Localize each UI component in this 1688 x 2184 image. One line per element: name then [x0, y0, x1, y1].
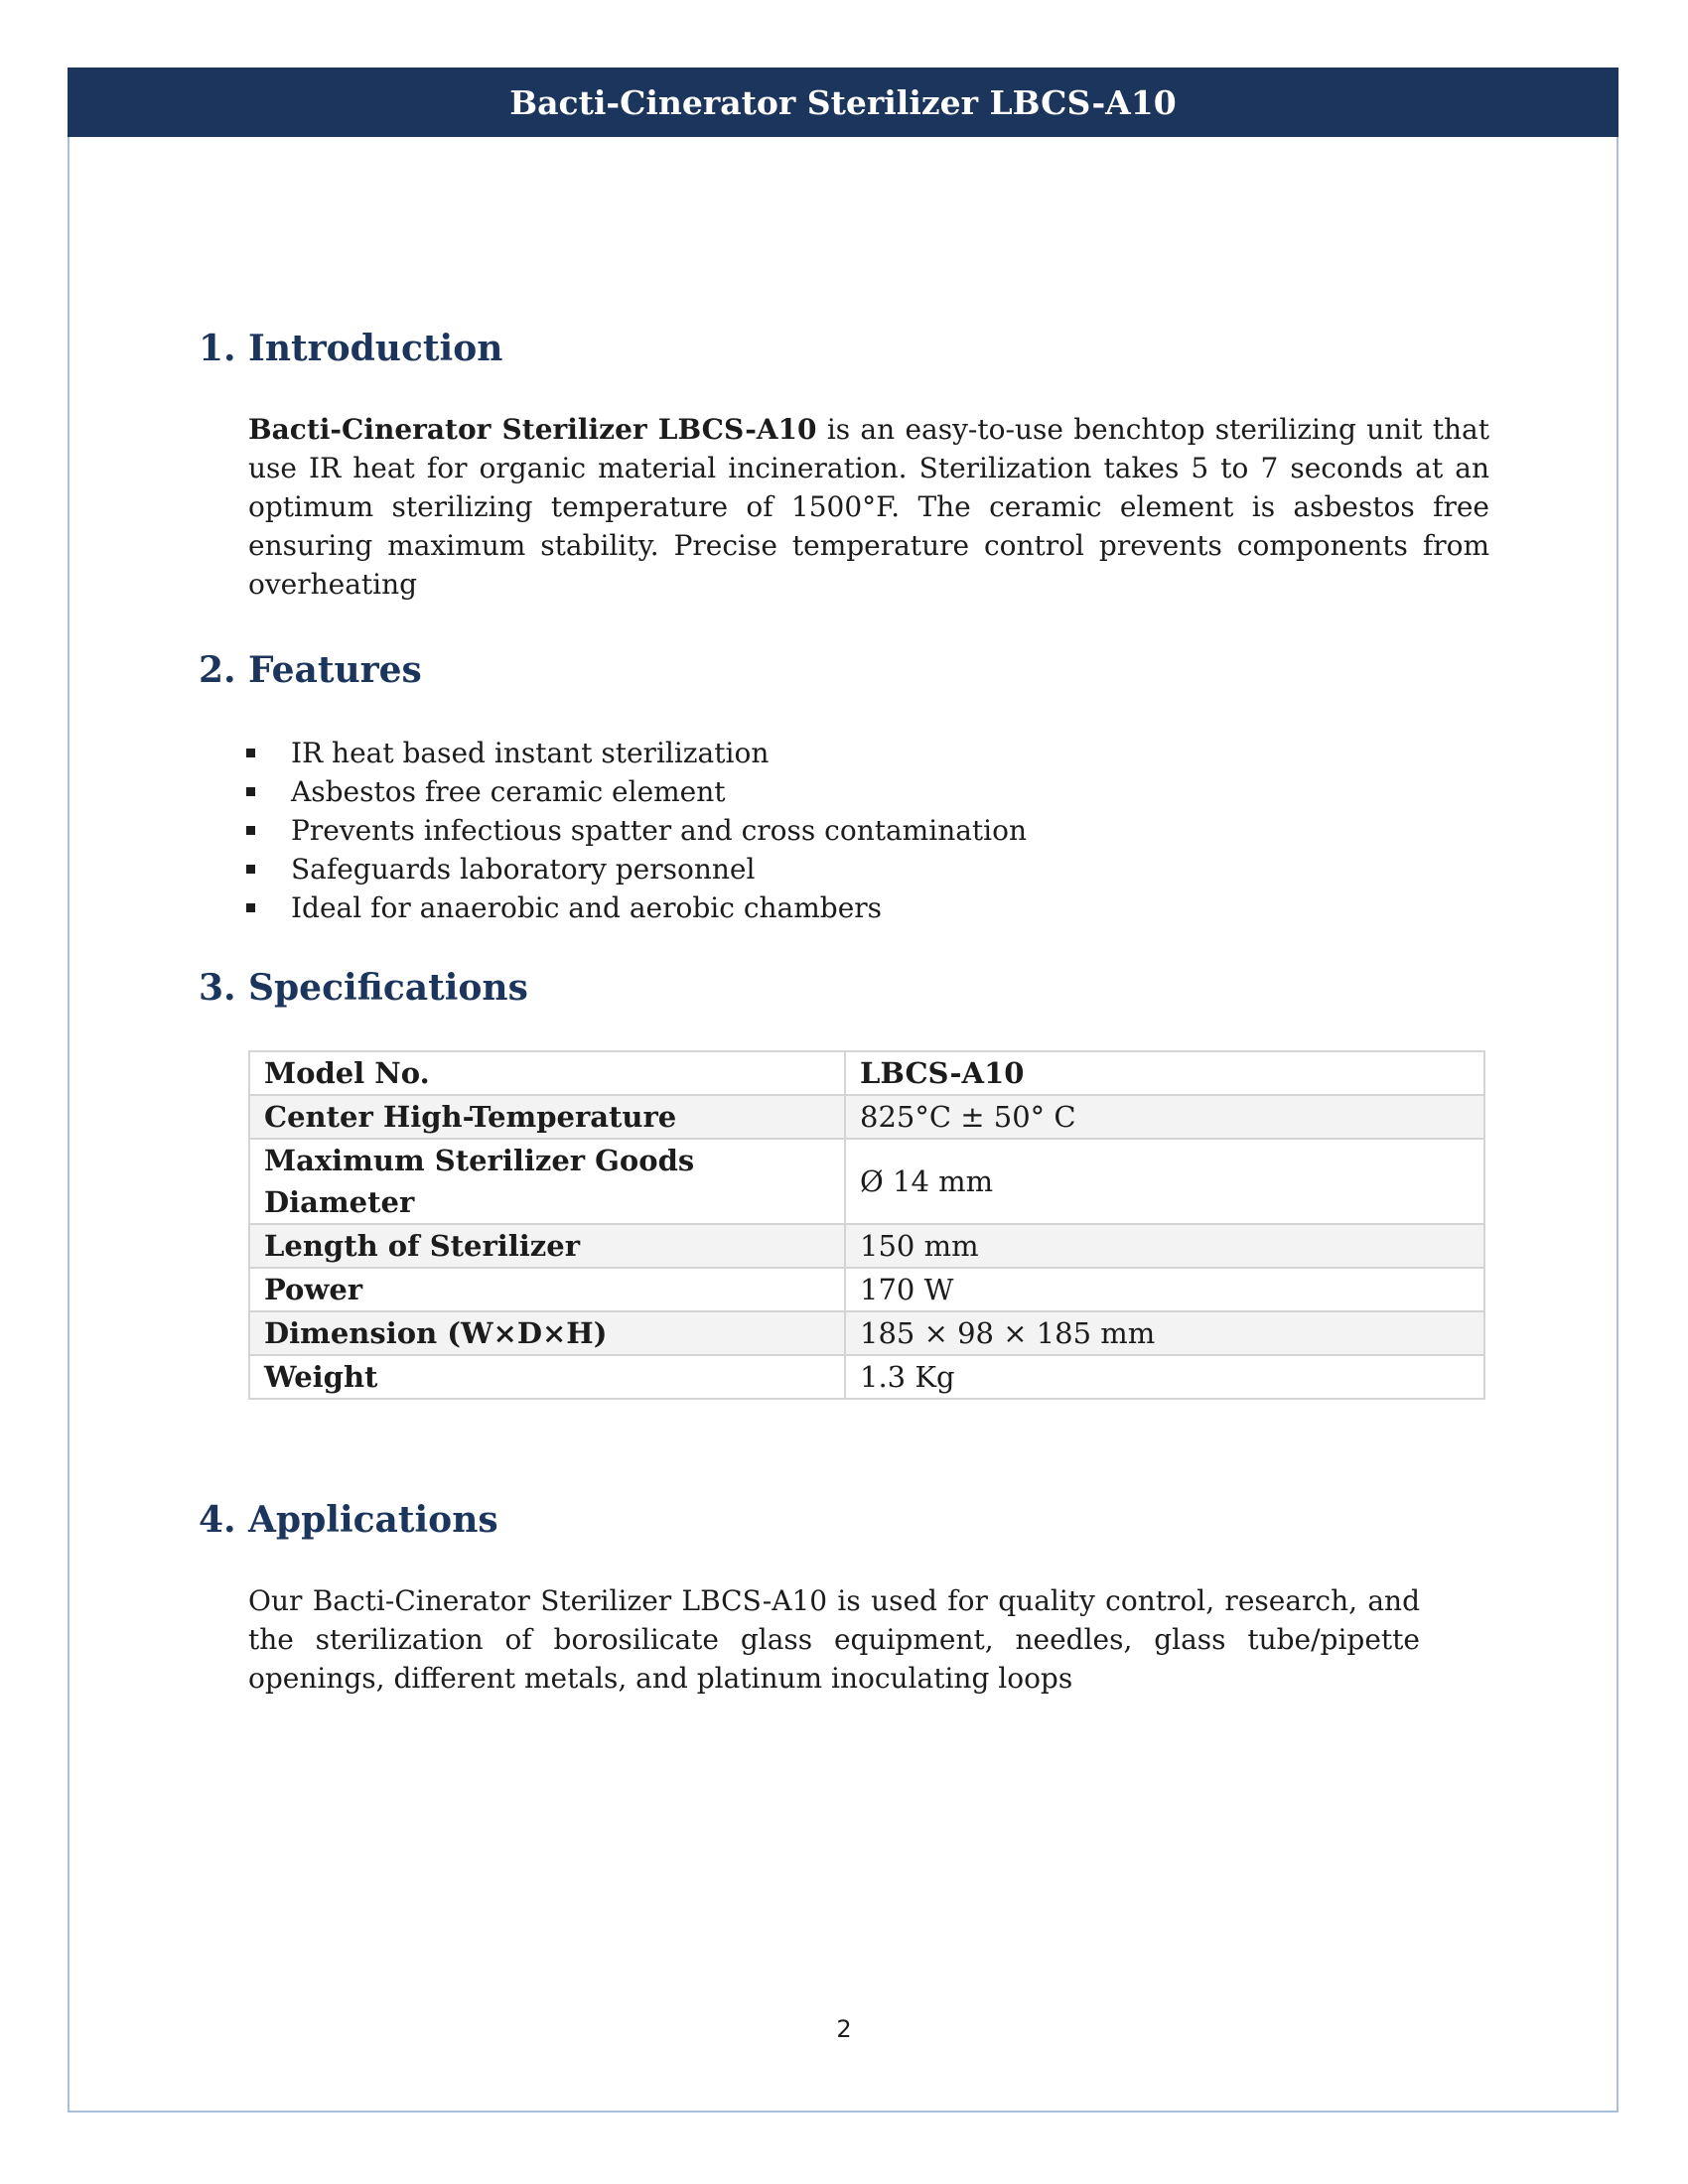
spec-label: Model No.: [249, 1051, 845, 1095]
list-item: [246, 734, 1489, 772]
list-item: [246, 811, 1489, 850]
spec-value: Ø 14 mm: [845, 1139, 1484, 1224]
section-number: 4.: [199, 1498, 236, 1541]
spec-label: Power: [249, 1268, 845, 1311]
spec-value: 825°C ± 50° C: [845, 1095, 1484, 1139]
square-bullet-icon: [246, 749, 255, 757]
spec-label: Center High-Temperature: [249, 1095, 845, 1139]
introduction-body: [248, 410, 1489, 604]
spec-label: Weight: [249, 1355, 845, 1399]
feature-text: Asbestos free ceramic element: [291, 775, 726, 809]
section-title: Introduction: [248, 328, 503, 369]
page-number: 2: [836, 2015, 852, 2043]
section-title: Specifications: [248, 967, 528, 1010]
table-row: [249, 1311, 1484, 1355]
section-title: Applications: [248, 1498, 498, 1541]
spec-label: Maximum Sterilizer Goods Diameter: [249, 1139, 845, 1224]
feature-text: Safeguards laboratory personnel: [291, 853, 756, 887]
table-row: [249, 1051, 1484, 1095]
list-item: [246, 850, 1489, 888]
introduction-lead: Bacti-Cinerator Sterilizer LBCS-A10: [248, 413, 817, 447]
applications-paragraph: Our Bacti-Cinerator Sterilizer LBCS-A10 is used for quality control, research, and the sterilization of borosilicate glass equipment, needles, glass tube/pipette openings, different metals, and platinum inoculating loops: [248, 1583, 1420, 1695]
feature-text: IR heat based instant sterilization: [291, 737, 770, 770]
section-title: Features: [248, 649, 422, 692]
spec-value: 150 mm: [845, 1224, 1484, 1268]
spec-value: LBCS-A10: [845, 1051, 1484, 1095]
introduction-paragraph: [248, 410, 1489, 604]
square-bullet-icon: [246, 865, 255, 874]
table-row: [249, 1095, 1484, 1139]
square-bullet-icon: [246, 903, 255, 912]
section-number: 2.: [199, 649, 236, 692]
section-heading-introduction: [199, 328, 1489, 370]
introduction-text: is an easy-to-use benchtop sterilizing unit that use IR heat for organic material incineration. Sterilization takes 5 to 7 seconds at an optimum sterilizing temperature of 1500°F. The ceramic element is asbestos free ensuring maximum stability. Precise temperature control prevents components from overheating: [248, 413, 1489, 602]
spec-label: Dimension (W×D×H): [249, 1311, 845, 1355]
features-list: [246, 734, 1489, 927]
feature-text: Ideal for anaerobic and aerobic chambers: [291, 891, 883, 925]
section-heading-applications: [199, 1499, 1489, 1542]
square-bullet-icon: [246, 826, 255, 835]
section-number: 1.: [199, 328, 236, 369]
document-title: Bacti-Cinerator Sterilizer LBCS-A10: [509, 82, 1177, 122]
table-row: [249, 1268, 1484, 1311]
section-heading-specifications: [199, 967, 1489, 1010]
list-item: [246, 772, 1489, 811]
spec-value: 185 × 98 × 185 mm: [845, 1311, 1484, 1355]
table-row: [249, 1139, 1484, 1224]
table-row: [249, 1224, 1484, 1268]
specifications-table: [248, 1050, 1485, 1400]
square-bullet-icon: [246, 787, 255, 796]
applications-body: [248, 1581, 1420, 1698]
header-bar: [68, 68, 1618, 137]
list-item: [246, 888, 1489, 927]
table-row: [249, 1355, 1484, 1399]
spec-label: Length of Sterilizer: [249, 1224, 845, 1268]
spec-value: 170 W: [845, 1268, 1484, 1311]
section-heading-features: [199, 649, 1489, 692]
spec-value: 1.3 Kg: [845, 1355, 1484, 1399]
section-number: 3.: [199, 967, 236, 1010]
document-content: [199, 328, 1489, 1698]
feature-text: Prevents infectious spatter and cross contamination: [291, 814, 1028, 848]
